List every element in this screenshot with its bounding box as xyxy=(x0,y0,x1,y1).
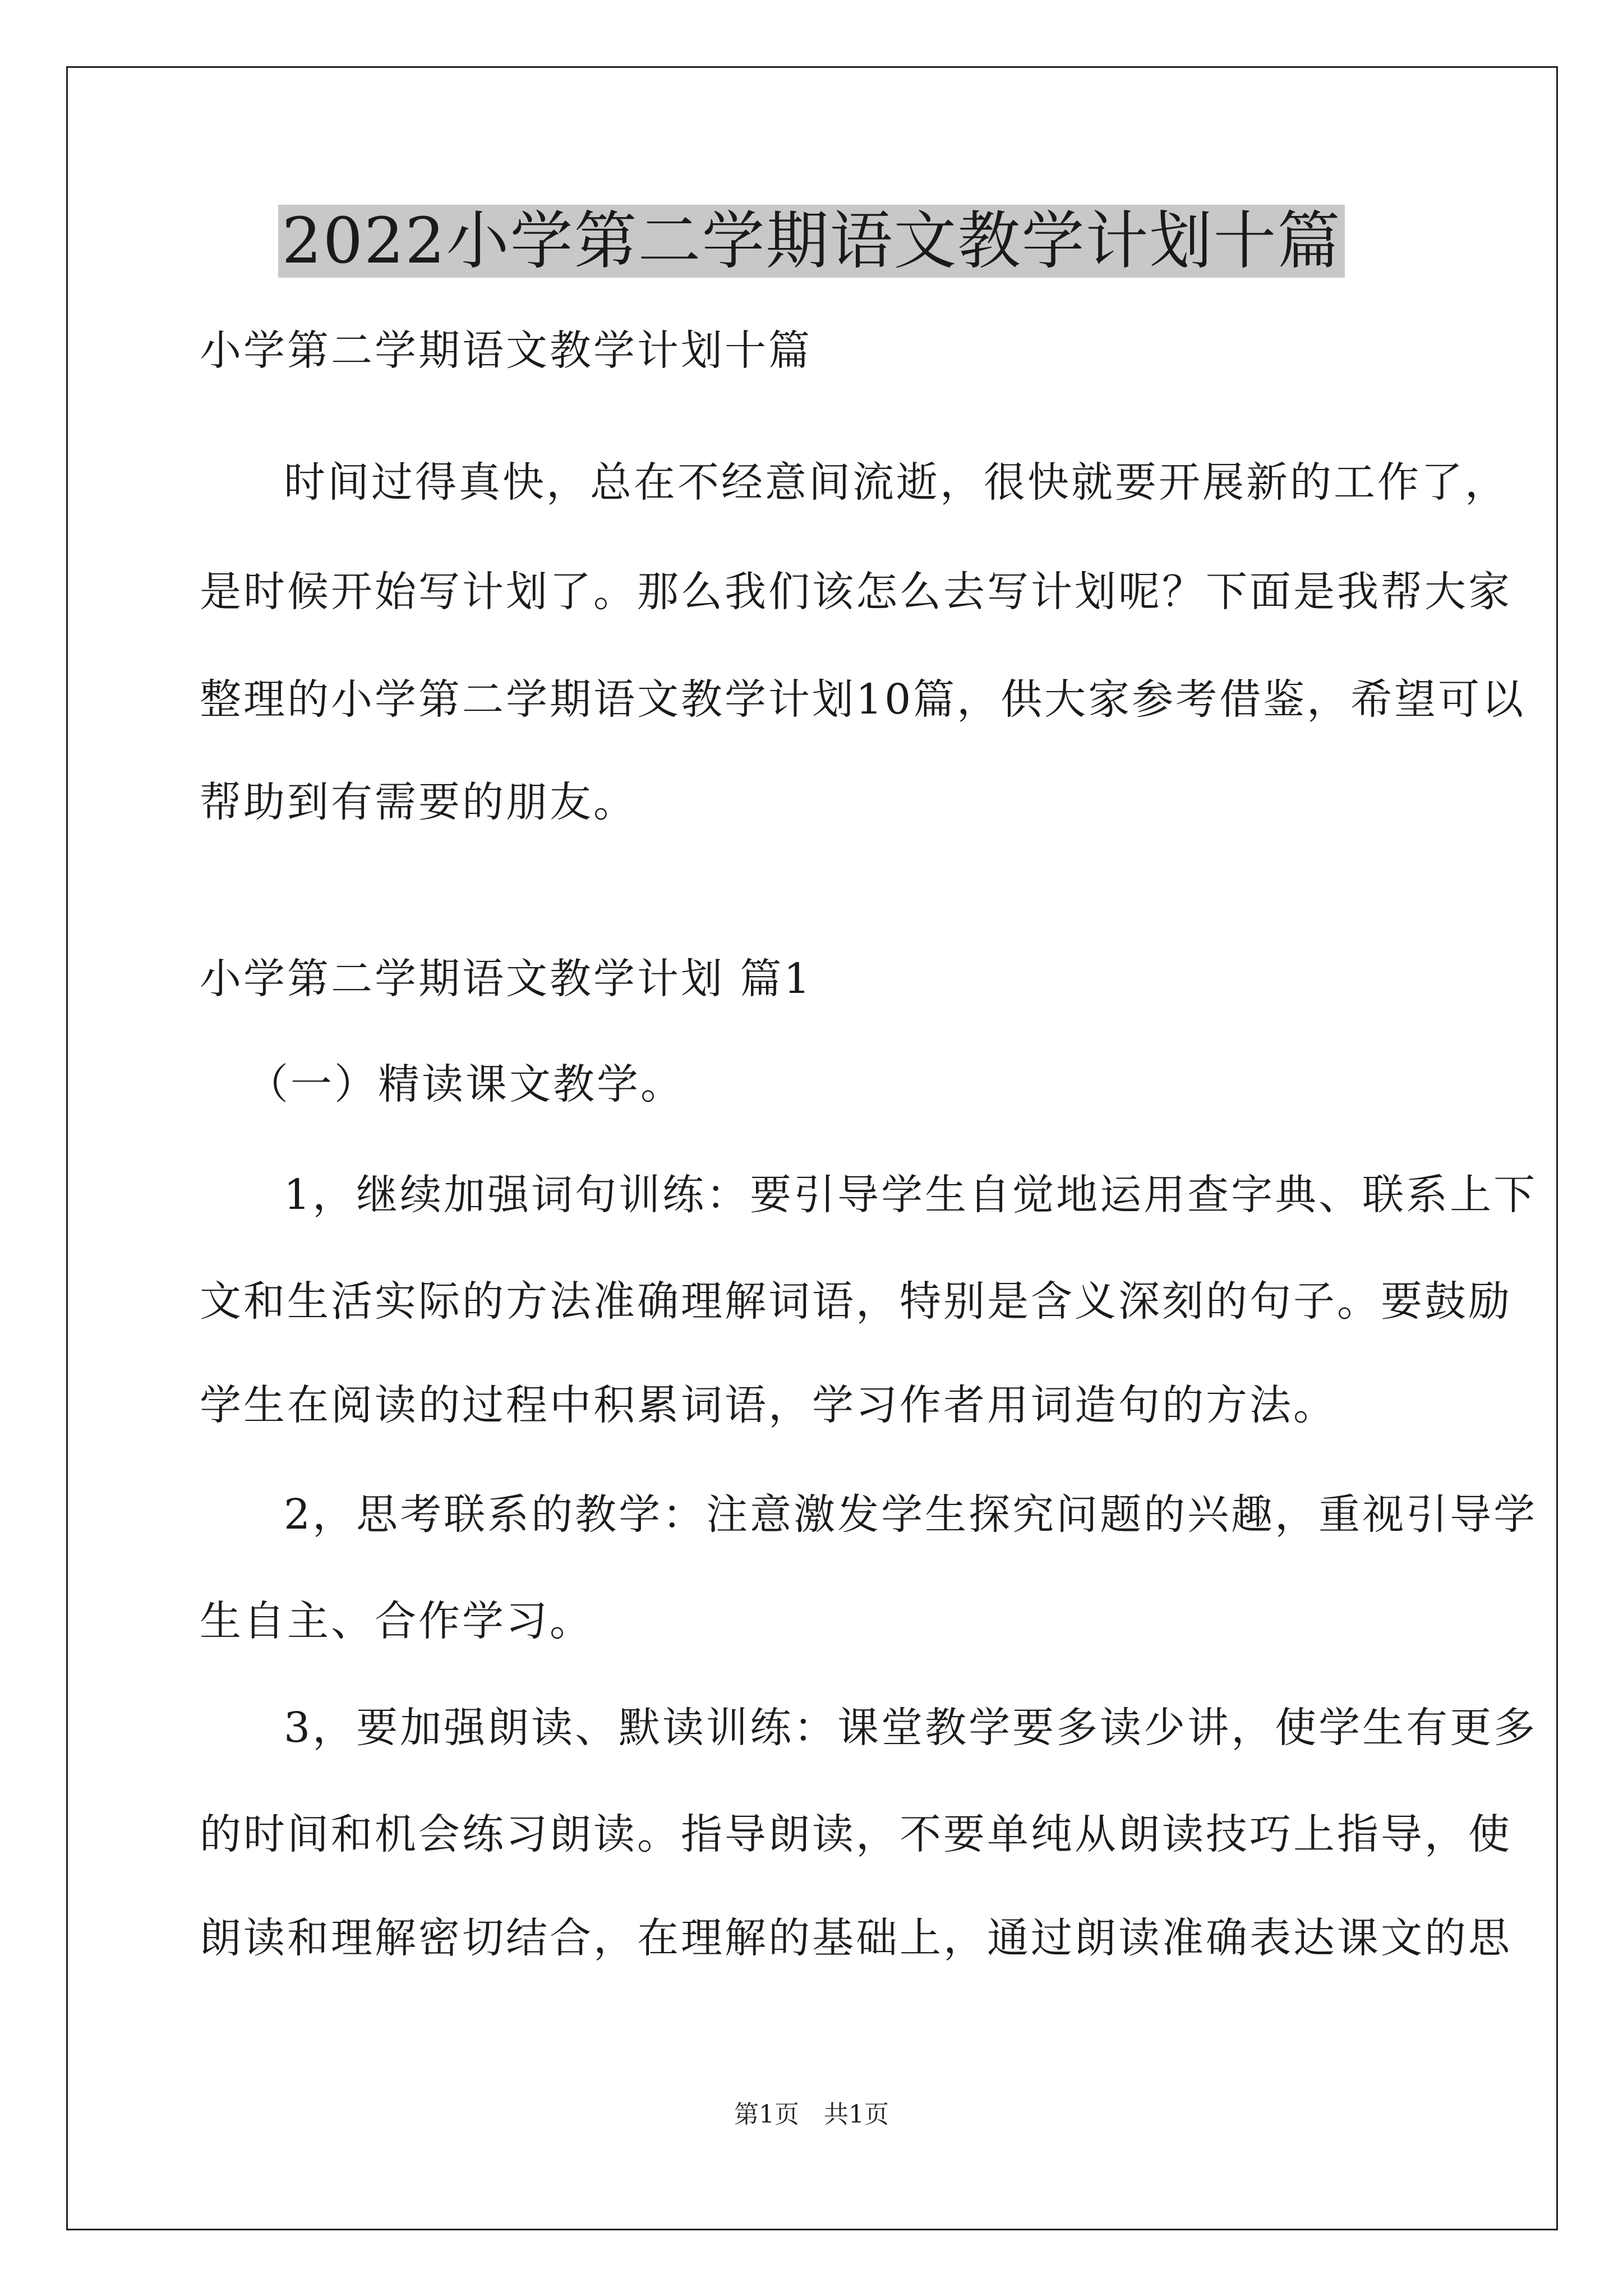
body-line: 3，要加强朗读、默读训练：课堂教学要多读少讲，使学生有更多 xyxy=(284,1704,1538,1752)
body-line: 的时间和机会练习朗读。指导朗读，不要单纯从朗读技巧上指导，使 xyxy=(200,1810,1512,1858)
subsection-heading: （一）精读课文教学。 xyxy=(247,1060,684,1108)
intro-line: 时间过得真快，总在不经意间流逝，很快就要开展新的工作了， xyxy=(284,458,1509,507)
document-subtitle: 小学第二学期语文教学计划十篇 xyxy=(200,326,812,375)
body-line: 2，思考联系的教学：注意激发学生探究问题的兴趣，重视引导学 xyxy=(284,1490,1538,1539)
body-line: 朗读和理解密切结合，在理解的基础上，通过朗读准确表达课文的思 xyxy=(200,1914,1512,1962)
intro-line: 帮助到有需要的朋友。 xyxy=(200,778,637,826)
intro-line: 整理的小学第二学期语文教学计划10篇，供大家参考借鉴，希望可以 xyxy=(200,675,1526,724)
document-title xyxy=(0,199,1623,283)
page-number: 第1页 xyxy=(734,2100,799,2129)
section-heading: 小学第二学期语文教学计划 篇1 xyxy=(200,955,813,1003)
body-line: 1，继续加强词句训练：要引导学生自觉地运用查字典、联系上下 xyxy=(284,1171,1538,1219)
document-title-text: 2022小学第二学期语文教学计划十篇 xyxy=(278,205,1344,278)
page-border xyxy=(66,66,1558,2230)
body-line: 学生在阅读的过程中积累词语，学习作者用词造句的方法。 xyxy=(200,1381,1337,1429)
page-footer xyxy=(0,2098,1623,2132)
body-line: 文和生活实际的方法准确理解词语，特别是含义深刻的句子。要鼓励 xyxy=(200,1277,1512,1326)
total-pages: 共1页 xyxy=(824,2100,889,2129)
intro-line: 是时候开始写计划了。那么我们该怎么去写计划呢？下面是我帮大家 xyxy=(200,568,1512,616)
body-line: 生自主、合作学习。 xyxy=(200,1597,593,1645)
